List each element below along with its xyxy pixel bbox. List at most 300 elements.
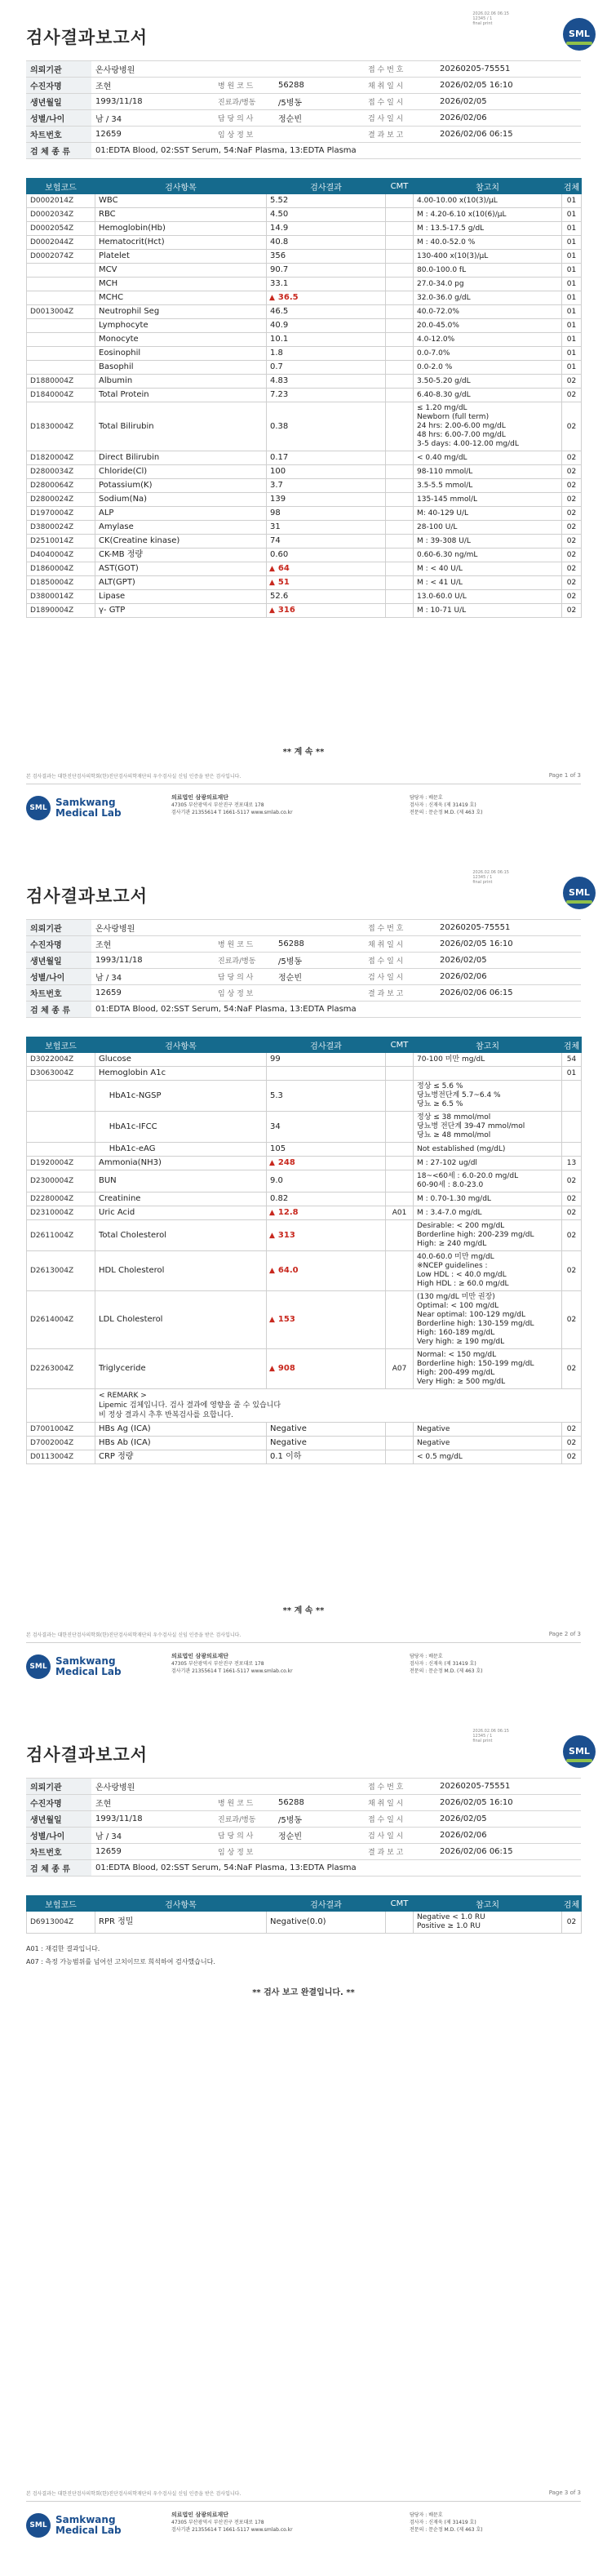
birth-value: 1993/11/18 <box>91 94 214 110</box>
result-specimen <box>562 222 582 236</box>
page-number: Page 3 of 3 <box>548 2489 581 2496</box>
high-flag-icon: ▲ <box>269 1316 275 1324</box>
footer-address-line: 47305 부산광역시 부산진구 전포대로 178 <box>171 2520 264 2525</box>
result-reference-text: 0.0-2.0 % <box>417 362 453 371</box>
logo-text: SML <box>569 1746 590 1757</box>
result-specimen-text: 01 <box>566 224 577 233</box>
result-reference <box>414 402 562 451</box>
table-row <box>27 1067 582 1081</box>
result-reference-text: M : 3.4-7.0 mg/dL <box>417 1208 482 1217</box>
result-reference <box>414 465 562 479</box>
col-header-specimen: 검체 <box>562 179 582 194</box>
result-value <box>267 1081 386 1112</box>
result-specimen <box>562 347 582 361</box>
result-item <box>95 278 267 291</box>
result-code-text: D3022004Z <box>30 1055 74 1064</box>
result-specimen <box>562 1081 582 1112</box>
result-item-text: CK(Creatine kinase) <box>99 536 180 545</box>
result-cmt <box>386 222 414 236</box>
result-reference <box>414 389 562 402</box>
result-reference-text: 4.00-10.00 x(10(3)/µL <box>417 196 498 205</box>
result-reference <box>414 479 562 493</box>
result-cmt <box>386 375 414 389</box>
result-item-text: CRP 정량 <box>99 1452 134 1461</box>
receiver-value: 조현 <box>91 1795 214 1811</box>
col-header-ref: 참고치 <box>414 1037 562 1053</box>
logo-swoosh <box>566 1759 592 1762</box>
result-code <box>27 479 95 493</box>
results-table <box>26 178 582 618</box>
result-item-text: AST(GOT) <box>99 564 139 573</box>
result-cmt <box>386 278 414 291</box>
result-cmt <box>386 1206 414 1220</box>
table-row <box>27 535 582 549</box>
birth-value: 1993/11/18 <box>91 953 214 969</box>
footer-signatures <box>410 794 483 816</box>
receipt-no-value: 20260205-75551 <box>436 1779 581 1795</box>
result-specimen-text: 02 <box>566 1195 577 1203</box>
remark-row <box>27 1389 582 1423</box>
high-result-text: 908 <box>277 1364 295 1373</box>
result-code <box>27 1067 95 1081</box>
result-reference <box>414 1193 562 1206</box>
result-reference-text: 18~<60세 : 6.0-20.0 mg/dL 60-90세 : 8.0-23.0 <box>417 1172 519 1189</box>
result-code <box>27 1143 95 1157</box>
footer-org: 의료법인 삼광의료재단 <box>171 794 229 801</box>
result-reference <box>414 375 562 389</box>
result-specimen <box>562 1450 582 1464</box>
result-value <box>267 451 386 465</box>
collect-time-label: 채 취 일 시 <box>364 78 436 94</box>
result-specimen <box>562 194 582 208</box>
result-specimen-text: 01 <box>566 349 577 358</box>
result-value <box>267 236 386 250</box>
result-value-text: 46.5 <box>270 307 289 316</box>
result-specimen-text: 02 <box>566 495 577 504</box>
result-code <box>27 1450 95 1464</box>
result-item <box>95 236 267 250</box>
result-code <box>27 562 95 576</box>
col-header-cmt: CMT <box>386 179 414 194</box>
result-specimen-text: 01 <box>566 294 577 302</box>
collect-time-value: 2026/02/05 16:10 <box>436 1795 581 1811</box>
result-specimen <box>562 1437 582 1450</box>
result-reference-text: 32.0-36.0 g/dL <box>417 293 471 302</box>
result-reference <box>414 250 562 264</box>
result-reference-text: Normal: < 150 mg/dL Borderline high: 150-199 mg/dL High: 200-499 mg/dL Very High: ≥ 500 mg/dL <box>417 1351 534 1386</box>
result-reference <box>414 1251 562 1291</box>
result-reference <box>414 305 562 319</box>
table-row <box>27 1423 582 1437</box>
result-specimen <box>562 1053 582 1067</box>
table-row <box>27 278 582 291</box>
result-code <box>27 1437 95 1450</box>
result-value <box>267 1157 386 1170</box>
result-reference-text: 80.0-100.0 fL <box>417 265 467 274</box>
result-specimen <box>562 375 582 389</box>
result-value-text: 4.83 <box>270 376 289 385</box>
result-reference-text: 27.0-34.0 pg <box>417 279 464 288</box>
result-code-text: D2613004Z <box>30 1267 74 1275</box>
result-specimen <box>562 208 582 222</box>
result-value <box>267 1349 386 1389</box>
logo-name-line: Medical Lab <box>55 807 122 819</box>
result-code-text: D1860004Z <box>30 565 74 573</box>
result-specimen-text: 02 <box>566 509 577 517</box>
print-stamp-line: final print <box>472 21 493 26</box>
result-value <box>267 1220 386 1251</box>
result-reference-text: 4.0-12.0% <box>417 335 455 344</box>
doctor-value: 정순빈 <box>274 969 364 985</box>
footer-address <box>171 794 293 816</box>
result-cmt <box>386 1157 414 1170</box>
result-specimen <box>562 465 582 479</box>
result-code <box>27 236 95 250</box>
col-header-code: 보험코드 <box>27 1037 95 1053</box>
result-item <box>95 319 267 333</box>
result-code <box>27 402 95 451</box>
result-item-text: ALP <box>99 509 114 517</box>
table-row <box>27 402 582 451</box>
results-table <box>26 1037 582 1464</box>
result-value <box>267 264 386 278</box>
result-specimen-text: 02 <box>566 422 577 431</box>
result-cmt <box>386 1143 414 1157</box>
institution-value: 온사랑병원 <box>91 61 364 78</box>
result-value-text: 100 <box>270 467 286 476</box>
footer-address-line: 47305 부산광역시 부산진구 전포대로 178 <box>171 1661 264 1667</box>
result-item-text: Chloride(Cl) <box>99 467 148 476</box>
result-code <box>27 1912 95 1934</box>
result-specimen-text: 02 <box>566 1425 577 1433</box>
result-value <box>267 562 386 576</box>
result-code <box>27 361 95 375</box>
result-specimen-text: 02 <box>566 1453 577 1461</box>
result-value <box>267 1450 386 1464</box>
result-cmt <box>386 1112 414 1143</box>
result-specimen <box>562 493 582 507</box>
remark-line: < REMARK > <box>99 1392 147 1400</box>
result-value <box>267 1437 386 1450</box>
result-item <box>95 465 267 479</box>
result-reference <box>414 1206 562 1220</box>
result-cmt <box>386 1450 414 1464</box>
result-code <box>27 1053 95 1067</box>
report-time-value: 2026/02/06 06:15 <box>436 985 581 1002</box>
report-time-label: 결 과 보 고 <box>364 985 436 1002</box>
logo-swoosh <box>566 900 592 904</box>
result-item <box>95 1450 267 1464</box>
result-specimen-text: 02 <box>566 606 577 615</box>
report-time-value: 2026/02/06 06:15 <box>436 1844 581 1860</box>
sign-line: 검사자 : 신재욱 (제 31419 호) <box>410 802 476 808</box>
result-item-text: Neutrophil Seg <box>99 307 160 316</box>
result-cmt <box>386 333 414 347</box>
result-value <box>267 291 386 305</box>
result-code <box>27 347 95 361</box>
result-value-text: 5.52 <box>270 196 289 205</box>
birth-label: 생년월일 <box>26 1811 91 1828</box>
result-item-text: γ- GTP <box>99 606 126 615</box>
result-item-text: RBC <box>99 210 116 219</box>
result-specimen <box>562 305 582 319</box>
result-value <box>267 465 386 479</box>
result-value-text: 7.23 <box>270 390 289 399</box>
dept-ward-label: 진료과/병동 <box>214 94 274 110</box>
result-cmt <box>386 1220 414 1251</box>
result-cmt <box>386 1067 414 1081</box>
page-number: Page 2 of 3 <box>548 1631 581 1637</box>
result-specimen-text: 02 <box>566 523 577 531</box>
doctor-value: 정순빈 <box>274 1828 364 1844</box>
table-row <box>27 1450 582 1464</box>
result-item-text: ALT(GPT) <box>99 578 135 587</box>
result-code-text: D2800024Z <box>30 495 74 504</box>
result-value <box>267 389 386 402</box>
table-row <box>27 264 582 278</box>
result-specimen <box>562 1220 582 1251</box>
result-reference-text: 20.0-45.0% <box>417 321 459 330</box>
result-reference-text: 135-145 mmol/L <box>417 495 478 504</box>
result-item-text: MCV <box>99 265 117 274</box>
patient-info-table <box>26 919 581 1018</box>
result-code <box>27 375 95 389</box>
result-reference-text: < 0.40 mg/dL <box>417 453 467 462</box>
result-reference <box>414 1112 562 1143</box>
patient-info-table <box>26 60 581 159</box>
col-header-item: 검사항목 <box>95 1896 267 1912</box>
print-stamp-line: 12345 / 1 <box>472 1734 493 1739</box>
report-footer <box>26 1642 581 1708</box>
result-item <box>95 1912 267 1934</box>
result-value <box>267 250 386 264</box>
chart-no-value: 12659 <box>91 127 214 143</box>
result-code-text: D0002044Z <box>30 238 74 246</box>
result-code-text: D2510014Z <box>30 537 74 545</box>
result-item-text: Potassium(K) <box>99 481 153 490</box>
result-value-text: 356 <box>270 251 286 260</box>
result-reference <box>414 576 562 590</box>
high-flag-icon: ▲ <box>269 1231 275 1240</box>
result-item <box>95 507 267 521</box>
high-flag-icon: ▲ <box>269 579 275 587</box>
result-cmt <box>386 1912 414 1934</box>
table-row <box>27 465 582 479</box>
hosp-code-value: 56288 <box>274 1795 364 1811</box>
result-specimen <box>562 1157 582 1170</box>
result-specimen-text: 02 <box>566 551 577 559</box>
result-item <box>95 1206 267 1220</box>
result-cmt <box>386 1437 414 1450</box>
receipt-no-label: 접 수 번 호 <box>364 1779 436 1795</box>
report-time-label: 결 과 보 고 <box>364 127 436 143</box>
result-code-text: D1880004Z <box>30 377 74 385</box>
table-row <box>27 576 582 590</box>
logo-name-line: Samkwang <box>55 2514 116 2525</box>
result-reference-text: 3.50-5.20 g/dL <box>417 376 471 385</box>
table-row <box>27 222 582 236</box>
logo-text: SML <box>26 1654 51 1679</box>
result-code <box>27 389 95 402</box>
footer-contact: 검사기관 21355614 T 1661-5117 www.smlab.co.kr <box>171 810 293 815</box>
result-item-text: HbA1c-IFCC <box>99 1121 157 1131</box>
result-value-text: 9.0 <box>270 1176 283 1185</box>
result-specimen-text: 01 <box>566 280 577 288</box>
dept-ward-label: 진료과/병동 <box>214 953 274 969</box>
result-item <box>95 333 267 347</box>
hosp-code-label: 병 원 코 드 <box>214 1795 274 1811</box>
institution-value: 온사랑병원 <box>91 1779 364 1795</box>
result-reference-text: 정상 ≤ 38 mmol/mol 당뇨병 전단계 39-47 mmol/mol 당뇨 ≥ 48 mmol/mol <box>417 1113 525 1139</box>
result-reference <box>414 333 562 347</box>
result-specimen <box>562 1349 582 1389</box>
result-code-text: D1850004Z <box>30 579 74 587</box>
high-result-text: 316 <box>277 606 295 615</box>
result-specimen-text: 02 <box>566 565 577 573</box>
result-reference <box>414 1450 562 1464</box>
dept-ward-value: /5병동 <box>274 953 364 969</box>
result-item-text: HBs Ab (ICA) <box>99 1438 151 1447</box>
result-specimen-text: 02 <box>566 1439 577 1447</box>
sml-logo <box>563 1735 596 1768</box>
high-flag-icon: ▲ <box>269 606 275 615</box>
result-value-text: 1.8 <box>270 349 283 358</box>
result-code <box>27 1251 95 1291</box>
result-value <box>267 1251 386 1291</box>
result-cmt <box>386 264 414 278</box>
result-reference <box>414 1067 562 1081</box>
result-item <box>95 604 267 618</box>
result-specimen-text: 02 <box>566 1365 577 1373</box>
results-table <box>26 1895 582 1934</box>
result-item <box>95 521 267 535</box>
result-specimen-text: 01 <box>566 363 577 371</box>
receipt-time-value: 2026/02/05 <box>436 1811 581 1828</box>
high-result-text: 64.0 <box>277 1266 299 1275</box>
result-cmt <box>386 194 414 208</box>
result-value <box>267 305 386 319</box>
high-result-text: 12.8 <box>277 1208 299 1217</box>
result-code <box>27 1220 95 1251</box>
result-item-text: Albumin <box>99 376 133 385</box>
high-result-text: 313 <box>277 1230 295 1240</box>
result-item <box>95 375 267 389</box>
result-reference <box>414 319 562 333</box>
doctor-label: 담 당 의 사 <box>214 969 274 985</box>
result-value <box>267 479 386 493</box>
result-cmt <box>386 1170 414 1193</box>
result-value <box>267 1053 386 1067</box>
result-cmt <box>386 1291 414 1349</box>
result-specimen-text: 02 <box>566 482 577 490</box>
result-value-text: 139 <box>270 495 286 504</box>
print-stamp <box>472 11 509 26</box>
result-value-text: 0.82 <box>270 1194 289 1203</box>
result-specimen <box>562 1193 582 1206</box>
result-item <box>95 291 267 305</box>
result-reference <box>414 451 562 465</box>
result-item <box>95 562 267 576</box>
result-item <box>95 451 267 465</box>
result-value-text: 74 <box>270 536 281 545</box>
result-item-text: RPR 정밀 <box>99 1917 134 1926</box>
result-value <box>267 194 386 208</box>
table-row <box>27 333 582 347</box>
result-reference <box>414 604 562 618</box>
institution-label: 의뢰기관 <box>26 1779 91 1795</box>
result-specimen <box>562 319 582 333</box>
result-item <box>95 194 267 208</box>
result-item-text: Lymphocyte <box>99 321 148 330</box>
result-value-text: Negative <box>270 1438 307 1447</box>
result-reference-text: M: 40-129 U/L <box>417 509 469 517</box>
result-item <box>95 1053 267 1067</box>
receipt-time-label: 접 수 일 시 <box>364 1811 436 1828</box>
result-reference-text: 6.40-8.30 g/dL <box>417 390 471 399</box>
table-row <box>27 1053 582 1067</box>
result-specimen <box>562 1912 582 1934</box>
accreditation-note: 본 검사결과는 대한진단검사의학회(한)진단검사의학재단의 우수검사실 신임 인증을 받은 검사입니다. <box>26 1632 241 1638</box>
result-value-text: 31 <box>270 522 281 531</box>
logo-name-line: Samkwang <box>55 797 116 808</box>
result-reference <box>414 1143 562 1157</box>
sample-type-value: 01:EDTA Blood, 02:SST Serum, 54:NaF Plasma, 13:EDTA Plasma <box>91 143 581 159</box>
result-item <box>95 1143 267 1157</box>
result-cmt <box>386 208 414 222</box>
result-value <box>267 1423 386 1437</box>
report-page-3 <box>0 1717 607 2576</box>
table-row <box>27 305 582 319</box>
result-reference <box>414 208 562 222</box>
result-value-text: 14.9 <box>270 224 289 233</box>
high-result-text: 248 <box>277 1158 295 1167</box>
result-code-text: D7002004Z <box>30 1439 74 1447</box>
result-value-text: 98 <box>270 509 281 517</box>
result-item <box>95 305 267 319</box>
result-reference-text: M : 27-102 ug/dl <box>417 1158 477 1167</box>
result-reference <box>414 264 562 278</box>
result-code <box>27 1112 95 1143</box>
result-cmt <box>386 389 414 402</box>
result-reference-text: M : 39-308 U/L <box>417 536 471 545</box>
result-value <box>267 278 386 291</box>
result-reference-text: 40.0-72.0% <box>417 307 459 316</box>
result-item <box>95 1349 267 1389</box>
result-reference-text: Not established (mg/dL) <box>417 1144 506 1153</box>
sign-line: 전문의 : 문순정 M.D. (제 463 호) <box>410 810 483 815</box>
result-specimen-text: 13 <box>566 1159 577 1167</box>
result-code <box>27 208 95 222</box>
print-stamp-line: 12345 / 1 <box>472 875 493 880</box>
result-item-text: Basophil <box>99 362 134 371</box>
table-row <box>27 389 582 402</box>
logo-name-line: Medical Lab <box>55 1666 122 1677</box>
result-item-text: Ammonia(NH3) <box>99 1158 162 1167</box>
sample-type-label: 검 체 종 류 <box>26 1002 91 1018</box>
result-value-text: 105 <box>270 1144 286 1153</box>
result-code <box>27 222 95 236</box>
result-code-text: D0002014Z <box>30 197 74 205</box>
high-result-text: 51 <box>277 578 290 587</box>
result-cmt <box>386 305 414 319</box>
sample-type-value: 01:EDTA Blood, 02:SST Serum, 54:NaF Plasma, 13:EDTA Plasma <box>91 1860 581 1876</box>
result-cmt <box>386 1423 414 1437</box>
exam-time-value: 2026/02/06 <box>436 1828 581 1844</box>
table-row <box>27 521 582 535</box>
result-code <box>27 1081 95 1112</box>
hosp-code-value: 56288 <box>274 936 364 953</box>
col-header-code: 보험코드 <box>27 1896 95 1912</box>
